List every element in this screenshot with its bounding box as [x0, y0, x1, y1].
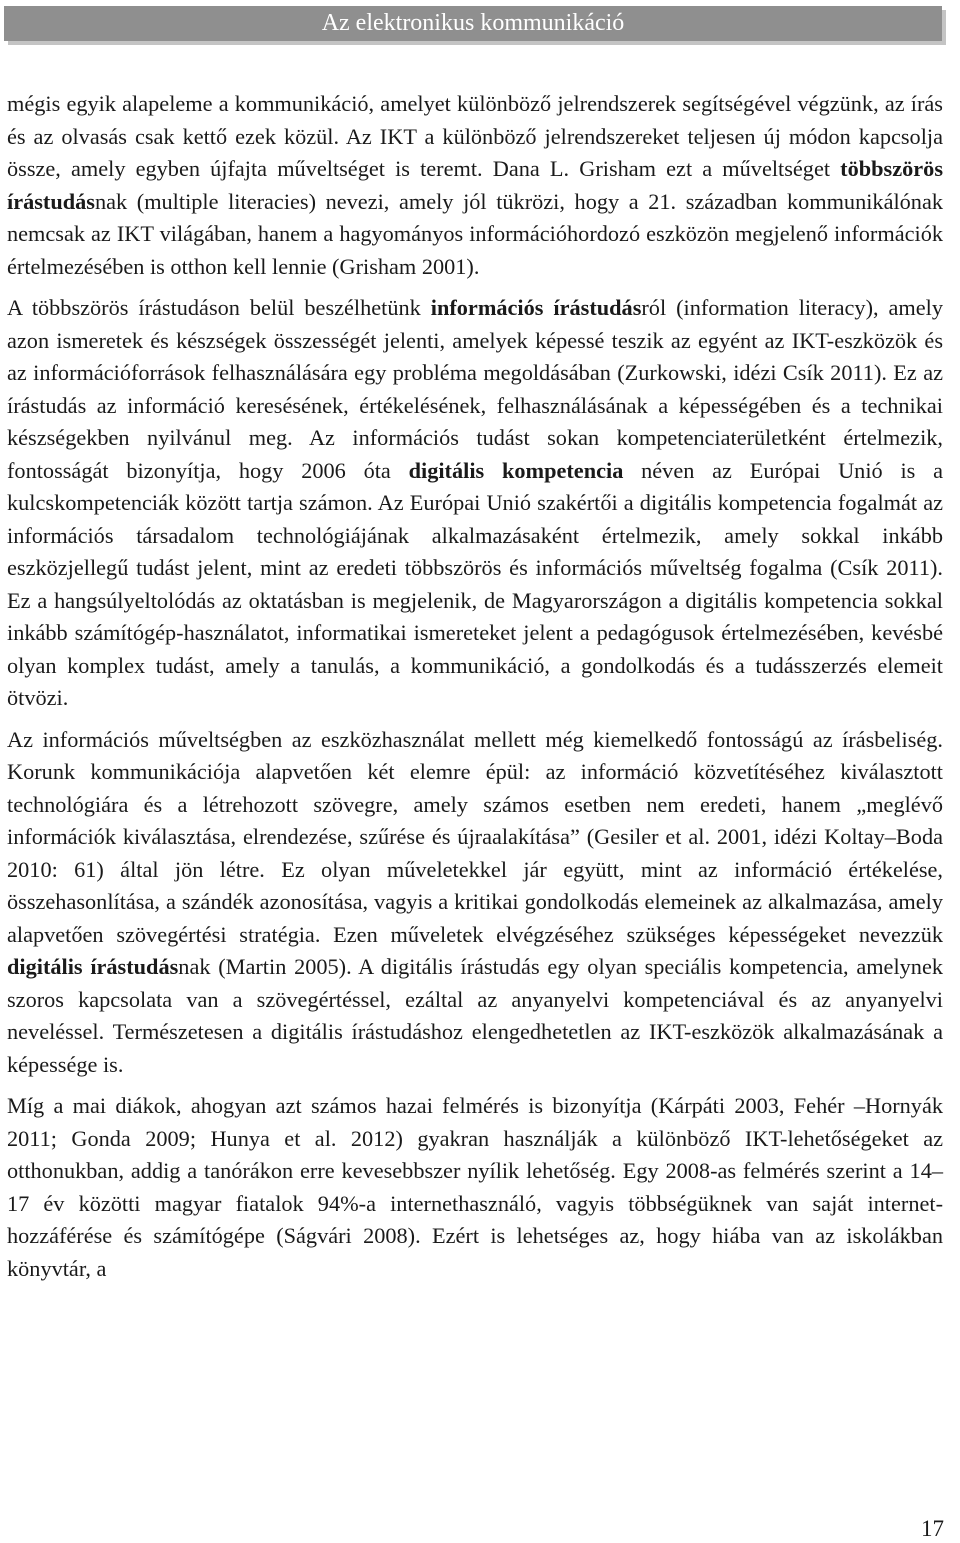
term-information-literacy: információs írástudás: [430, 295, 642, 320]
term-digital-competence: digitális kompetencia: [408, 457, 624, 483]
page-number: 17: [921, 1516, 944, 1541]
paragraph-4: Míg a mai diákok, ahogyan azt számos hazai felmérés is bizonyítja (Kárpáti 2003, Fehér –Hornyák 2011; Gonda 2009; Hunya et al. 2012) gyakran használják a különböző IKT-lehetőségeket az otthonukban, addig a tanórákon erre kevesebbszer nyílik lehetőség. Egy 2008-as felmérés szerint a 14–17 év közötti magyar fiatalok 94%-a internethasználó, vagyis többségüknek van saját internet-hozzáférése és számítógépe (Ságvári 2008). Ezért is lehetséges az, hogy hiába van az iskolákban könyvtár, a: [7, 1093, 943, 1281]
term-multiple-literacies: többszörös írástudás: [7, 156, 943, 214]
running-header: [4, 6, 942, 41]
running-header-title: Az elektronikus kommunikáció: [321, 10, 625, 36]
paragraph-1: mégis egyik alapeleme a kommunikáció, amelyet különböző jelrendszerek segítségével végzünk, az írás és az olvasás csak kettő ezek közül. Az IKT a különböző jelrendszereket teljesen új módon kapcsolja össze, amely egyben újfajta műveltséget is teremt. Dana L. Grisham ezt a műveltséget többszörös írástudásnak (multiple literacies) nevezi, amely jól tükrözi, hogy a 21. században kommunikálónak nemcsak az IKT világában, hanem a hagyományos információhordozó eszközön megjelenő információk értelmezésében is otthon kell lennie (Grisham 2001).: [7, 91, 943, 279]
body-text: [7, 88, 943, 1294]
paragraph-3: Az információs műveltségben az eszközhasználat mellett még kiemelkedő fontosságú az írásbeliség. Korunk kommunikációja alapvetően két elemre épül: az információ közvetítéséhez kiválasztott technológiára és a létrehozott szövegre, amely számos esetben nem eredeti, hanem „meglévő információk kiválasztása, elrendezése, szűrése és újraalakítása” (Gesiler et al. 2001, idézi Koltay–Boda 2010: 61) által jön létre. Ez olyan műveletekkel jár együtt, mint az információ értékelése, összehasonlítása, a szándék azonosítása, vagyis a kritikai gondolkodás elemeinek az alkalmazása, amely alapvetően szövegértési stratégia. Ezen műveletek elvégzéséhez szükséges képességeket nevezzük digitális írástudásnak (Martin 2005). A digitális írástudás egy olyan speciális kompetencia, amelynek szoros kapcsolata van a szövegértéssel, ezáltal az anyanyelvi kompetenciával és az anyanyelvi neveléssel. Természetesen a digitális írástudáshoz elengedhetetlen az IKT-eszközök alkalmazásának a képessége is.: [7, 726, 943, 1077]
term-digital-literacy: digitális írástudás: [7, 954, 179, 979]
paragraph-2: A többszörös írástudáson belül beszélhetünk információs írástudásról (information literacy), amely azon ismeretek és készségek összességét jelenti, amelyek képessé teszik az egyént az IKT-eszközök és az információforrások felhasználására egy probléma megoldásában (Zurkowski, idézi Csík 2011). Ez az írástudás az információ keresésének, értékelésének, felhasználásának a képességében és a technikai készségekben nyilvánul meg. Az információs tudást sokan kompetenciaterületként értelmezik, fontosságát bizonyítja, hogy 2006 óta digitális kompetencia néven az Európai Unió is a kulcskompetenciák között tartja számon. Az Európai Unió szakértői a digitális kompetencia fogalmát az információs társadalom technológiájának alkalmazásaként értelmezik, amely sokkal inkább eszközjellegű tudást jelent, mint az eredeti többszörös és információs műveltség fogalma (Csík 2011). Ez a hangsúlyeltolódás az oktatásban is megjelenik, de Magyarországon a digitális kompetencia sokkal inkább számítógép-használatot, informatikai ismereteket jelent a pedagógusok értelmezésében, kevésbé olyan komplex tudást, amely a tanulás, a kommunikáció, a gondolkodás és a tudásszerzés elemeit ötvözi.: [7, 295, 943, 710]
